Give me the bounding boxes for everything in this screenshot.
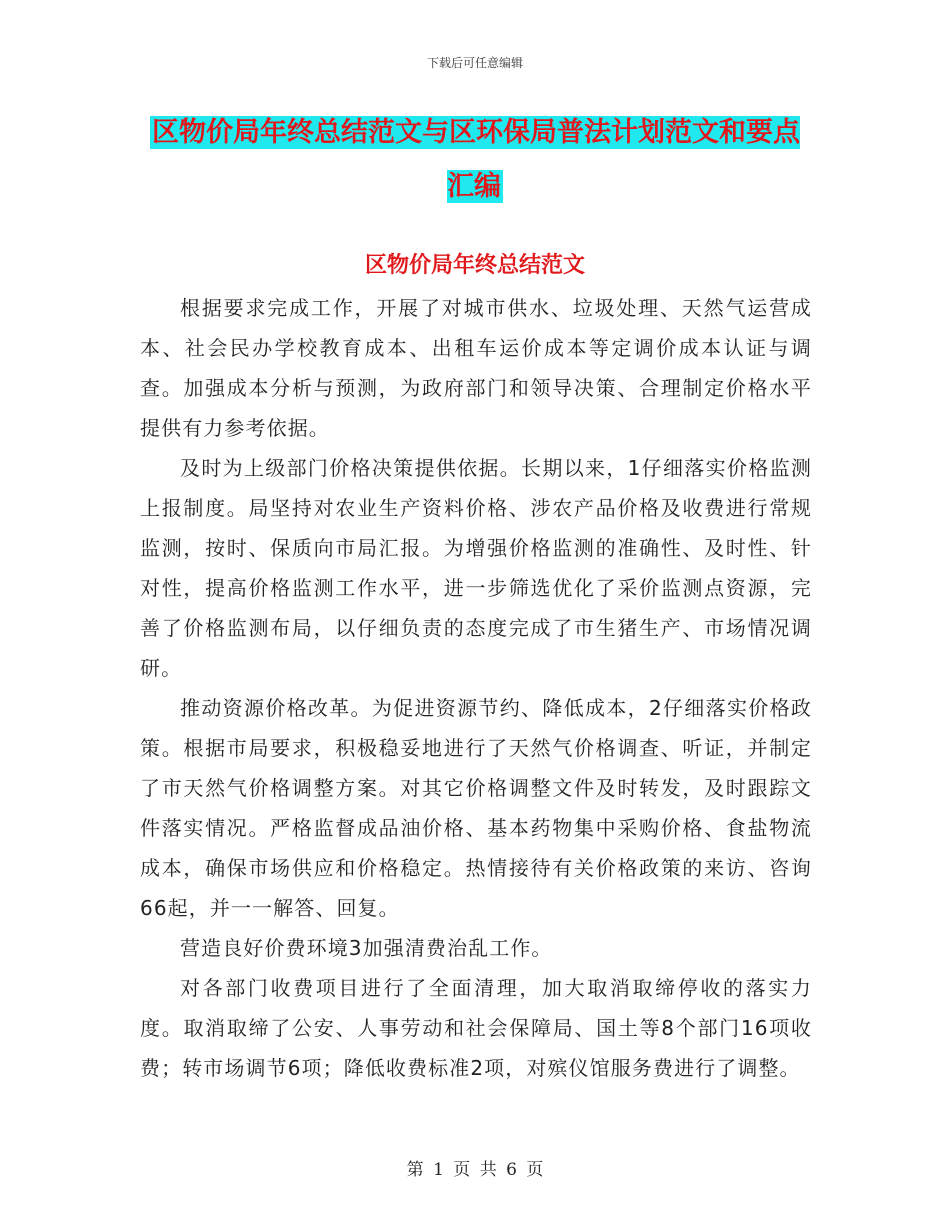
document-title-text: 区物价局年终总结范文与区环保局普法计划范文和要点汇编: [152, 117, 800, 202]
paragraph: 及时为上级部门价格决策提供依据。长期以来，1仔细落实价格监测上报制度。局坚持对农业生产资料价格、涉农产品价格及收费进行常规监测，按时、保质向市局汇报。为增强价格监测的准确性、及时性、针对性，提高价格监测工作水平，进一步筛选优化了采价监测点资源，完善了价格监测布局，以仔细负责的态度完成了市生猪生产、市场情况调研。: [140, 456, 812, 680]
document-title: [140, 106, 810, 214]
paragraph: 对各部门收费项目进行了全面清理，加大取消取缔停收的落实力度。取消取缔了公安、人事劳动和社会保障局、国土等8个部门16项收费；转市场调节6项；降低收费标准2项，对殡仪馆服务费进行了调整。: [140, 976, 812, 1080]
section-title: 区物价局年终总结范文: [364, 253, 585, 278]
page-number-footer: 第 1 页 共 6 页: [406, 1160, 544, 1180]
paragraph: 根据要求完成工作，开展了对城市供水、垃圾处理、天然气运营成本、社会民办学校教育成本、出租车运价成本等定调价成本认证与调查。加强成本分析与预测，为政府部门和领导决策、合理制定价格水平提供有力参考依据。: [140, 296, 812, 440]
document-body: [140, 288, 812, 1088]
paragraph: 营造良好价费环境3加强清费治乱工作。: [180, 936, 553, 960]
header-note: 下载后可任意编辑: [426, 56, 523, 70]
paragraph: 推动资源价格改革。为促进资源节约、降低成本，2仔细落实价格政策。根据市局要求，积极稳妥地进行了天然气价格调查、听证，并制定了市天然气价格调整方案。对其它价格调整文件及时转发，及时跟踪文件落实情况。严格监督成品油价格、基本药物集中采购价格、食盐物流成本，确保市场供应和价格稳定。热情接待有关价格政策的来访、咨询66起，并一一解答、回复。: [140, 696, 812, 920]
